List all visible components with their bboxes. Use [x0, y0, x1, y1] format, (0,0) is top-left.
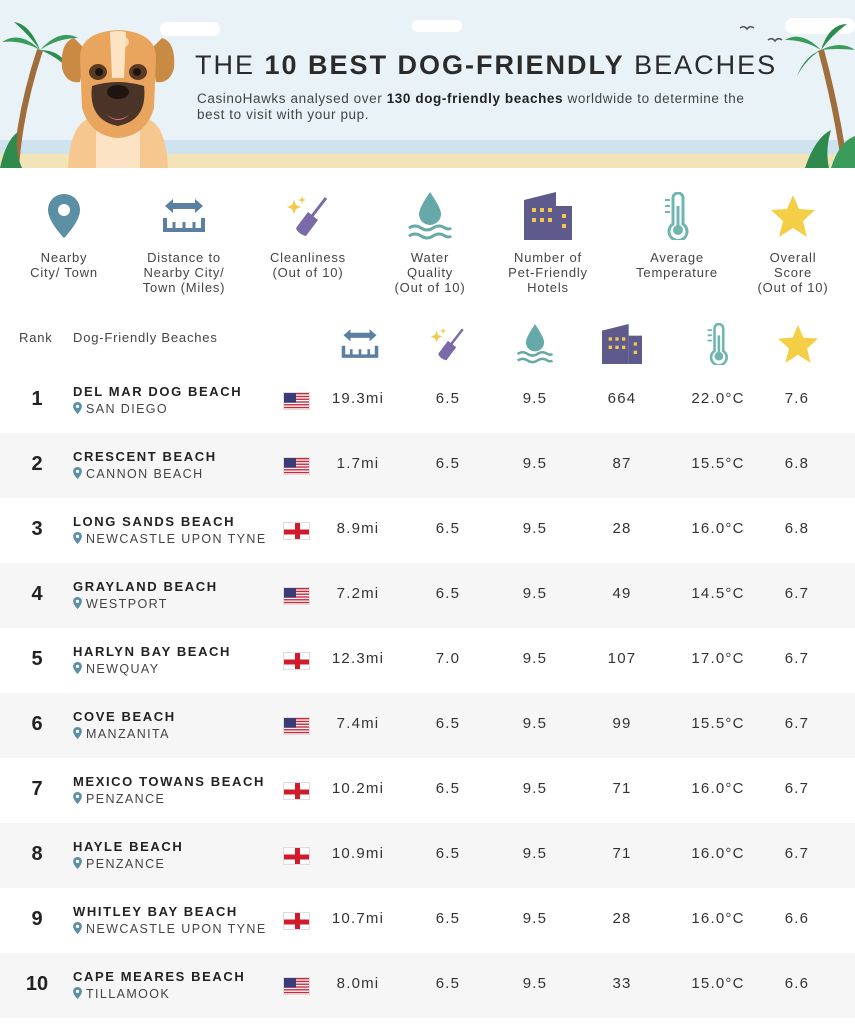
table-row: [0, 693, 855, 758]
location-pin-icon: [73, 792, 82, 804]
location-pin-icon: [73, 727, 82, 739]
beach-city: NEWCASTLE UPON TYNE: [73, 532, 267, 546]
water-quality-value: 9.5: [522, 845, 548, 862]
beach-name: LONG SANDS BEACH: [73, 514, 236, 529]
water-drop-icon: [407, 192, 453, 240]
distance-value: 10.2mi: [331, 780, 385, 797]
distance-value: 12.3mi: [331, 650, 385, 667]
beach-name: HARLYN BAY BEACH: [73, 644, 232, 659]
beach-city: CANNON BEACH: [73, 467, 204, 481]
legend-hotels: Number of Pet-Friendly Hotels: [488, 190, 608, 295]
distance-value: 8.0mi: [336, 975, 380, 992]
legend-distance: Distance to Nearby City/ Town (Miles): [124, 190, 244, 295]
table-row: [0, 823, 855, 888]
beach-column-header: Dog-Friendly Beaches: [73, 330, 218, 345]
cleanliness-value: 6.5: [435, 585, 461, 602]
cleanliness-value: 6.5: [435, 455, 461, 472]
cloud: [412, 20, 462, 32]
distance-value: 8.9mi: [336, 520, 380, 537]
rank-column-header: Rank: [19, 330, 53, 345]
water-quality-value: 9.5: [522, 455, 548, 472]
score-value: 6.7: [784, 650, 810, 667]
beach-city: NEWCASTLE UPON TYNE: [73, 922, 267, 936]
beach-name: CRESCENT BEACH: [73, 449, 217, 464]
table-row: [0, 498, 855, 563]
rank-value: 6: [31, 713, 43, 735]
score-value: 6.7: [784, 715, 810, 732]
birds-icon: [738, 24, 784, 48]
score-value: 6.6: [784, 910, 810, 927]
temperature-value: 14.5°C: [691, 585, 745, 602]
legend-temperature: Average Temperature: [617, 190, 737, 280]
rank-value: 4: [31, 583, 43, 605]
country-flag: [283, 782, 310, 800]
temperature-value: 16.0°C: [691, 910, 745, 927]
cleanliness-value: 6.5: [435, 520, 461, 537]
rank-value: 8: [31, 843, 43, 865]
beach-name: HAYLE BEACH: [73, 839, 184, 854]
score-value: 6.7: [784, 845, 810, 862]
hotels-value: 33: [612, 975, 632, 992]
score-value: 6.7: [784, 780, 810, 797]
rank-value: 10: [25, 973, 49, 995]
rank-value: 1: [31, 388, 43, 410]
country-flag: [283, 522, 310, 540]
beach-name: WHITLEY BAY BEACH: [73, 904, 238, 919]
table-row: [0, 368, 855, 433]
cleanliness-value: 6.5: [435, 390, 461, 407]
hotels-value: 99: [612, 715, 632, 732]
temperature-value: 15.5°C: [691, 715, 745, 732]
water-quality-value: 9.5: [522, 975, 548, 992]
country-flag: [283, 392, 310, 410]
hotels-value: 107: [607, 650, 637, 667]
cleanliness-value: 6.5: [435, 715, 461, 732]
temperature-value: 16.0°C: [691, 520, 745, 537]
water-quality-value: 9.5: [522, 910, 548, 927]
hotels-value: 71: [612, 845, 632, 862]
location-pin-icon: [73, 467, 82, 479]
cleanliness-value: 6.5: [435, 910, 461, 927]
temperature-value: 22.0°C: [691, 390, 745, 407]
beach-city: MANZANITA: [73, 727, 170, 741]
distance-arrows-icon: [161, 196, 207, 236]
location-pin-icon: [48, 194, 80, 238]
cleanliness-value: 7.0: [435, 650, 461, 667]
score-value: 6.6: [784, 975, 810, 992]
beach-name: GRAYLAND BEACH: [73, 579, 218, 594]
water-quality-value: 9.5: [522, 585, 548, 602]
england-flag-icon: [284, 848, 310, 865]
water-quality-column-header: [505, 322, 565, 366]
england-flag-icon: [284, 913, 310, 930]
rank-value: 7: [31, 778, 43, 800]
hotel-building-icon: [602, 324, 642, 364]
country-flag: [283, 717, 310, 735]
beach-city: PENZANCE: [73, 792, 165, 806]
hotels-value: 49: [612, 585, 632, 602]
water-quality-value: 9.5: [522, 390, 548, 407]
score-value: 6.8: [784, 520, 810, 537]
distance-value: 10.7mi: [331, 910, 385, 927]
distance-value: 19.3mi: [331, 390, 385, 407]
broom-icon: [430, 326, 466, 362]
england-flag-icon: [284, 783, 310, 800]
country-flag: [283, 457, 310, 475]
hotels-value: 28: [612, 520, 632, 537]
page-subtitle: CasinoHawks analysed over 130 dog-friendly beaches worldwide to determine the best to visit with your pup.: [197, 91, 745, 122]
distance-value: 7.4mi: [336, 715, 380, 732]
cleanliness-value: 6.5: [435, 845, 461, 862]
dog-illustration-icon: [58, 28, 178, 168]
beach-name: DEL MAR DOG BEACH: [73, 384, 243, 399]
hotels-value: 71: [612, 780, 632, 797]
cleanliness-value: 6.5: [435, 975, 461, 992]
hotels-value: 664: [607, 390, 637, 407]
score-column-header: [768, 322, 828, 366]
distance-arrows-icon: [340, 326, 380, 362]
table-row: [0, 888, 855, 953]
temperature-column-header: [688, 322, 748, 366]
score-value: 7.6: [784, 390, 810, 407]
temperature-value: 16.0°C: [691, 780, 745, 797]
thermometer-icon: [662, 192, 692, 240]
distance-value: 7.2mi: [336, 585, 380, 602]
rank-value: 2: [31, 453, 43, 475]
score-value: 6.8: [784, 455, 810, 472]
hotels-column-header: [592, 322, 652, 366]
page-title: THE 10 BEST DOG-FRIENDLY BEACHES: [195, 50, 778, 80]
table-row: [0, 563, 855, 628]
water-quality-value: 9.5: [522, 780, 548, 797]
country-flag: [283, 847, 310, 865]
rank-value: 9: [31, 908, 43, 930]
rank-value: 3: [31, 518, 43, 540]
beach-city: PENZANCE: [73, 857, 165, 871]
location-pin-icon: [73, 922, 82, 934]
distance-column-header: [330, 322, 390, 366]
water-drop-icon: [516, 324, 554, 364]
england-flag-icon: [284, 523, 310, 540]
country-flag: [283, 652, 310, 670]
water-quality-value: 9.5: [522, 520, 548, 537]
water-quality-value: 9.5: [522, 650, 548, 667]
country-flag: [283, 977, 310, 995]
legend-nearby-city: Nearby City/ Town: [4, 190, 124, 280]
table-row: [0, 628, 855, 693]
table-row: [0, 953, 855, 1018]
beach-city: TILLAMOOK: [73, 987, 170, 1001]
england-flag-icon: [284, 653, 310, 670]
header-banner: [0, 0, 855, 168]
beach-city: WESTPORT: [73, 597, 168, 611]
hotel-building-icon: [524, 192, 572, 240]
country-flag: [283, 587, 310, 605]
location-pin-icon: [73, 987, 82, 999]
thermometer-icon: [705, 323, 731, 365]
us-flag-icon: [284, 458, 310, 475]
beach-name: MEXICO TOWANS BEACH: [73, 774, 265, 789]
us-flag-icon: [284, 718, 310, 735]
score-value: 6.7: [784, 585, 810, 602]
beach-name: COVE BEACH: [73, 709, 176, 724]
temperature-value: 16.0°C: [691, 845, 745, 862]
star-icon: [778, 325, 818, 363]
hotels-value: 87: [612, 455, 632, 472]
legend-overall-score: Overall Score (Out of 10): [733, 190, 853, 295]
location-pin-icon: [73, 662, 82, 674]
us-flag-icon: [284, 978, 310, 995]
table-row: [0, 433, 855, 498]
rank-value: 5: [31, 648, 43, 670]
temperature-value: 17.0°C: [691, 650, 745, 667]
distance-value: 1.7mi: [336, 455, 380, 472]
cleanliness-column-header: [418, 322, 478, 366]
table-row: [0, 758, 855, 823]
location-pin-icon: [73, 532, 82, 544]
cleanliness-value: 6.5: [435, 780, 461, 797]
water-quality-value: 9.5: [522, 715, 548, 732]
us-flag-icon: [284, 588, 310, 605]
beach-name: CAPE MEARES BEACH: [73, 969, 246, 984]
hotels-value: 28: [612, 910, 632, 927]
distance-value: 10.9mi: [331, 845, 385, 862]
star-icon: [771, 195, 815, 237]
us-flag-icon: [284, 393, 310, 410]
legend-water-quality: Water Quality (Out of 10): [370, 190, 490, 295]
location-pin-icon: [73, 857, 82, 869]
palm-tree-right-icon: [785, 20, 855, 168]
broom-icon: [286, 194, 330, 238]
location-pin-icon: [73, 597, 82, 609]
legend-cleanliness: Cleanliness (Out of 10): [248, 190, 368, 280]
temperature-value: 15.0°C: [691, 975, 745, 992]
beach-city: SAN DIEGO: [73, 402, 168, 416]
country-flag: [283, 912, 310, 930]
beach-city: NEWQUAY: [73, 662, 159, 676]
temperature-value: 15.5°C: [691, 455, 745, 472]
location-pin-icon: [73, 402, 82, 414]
